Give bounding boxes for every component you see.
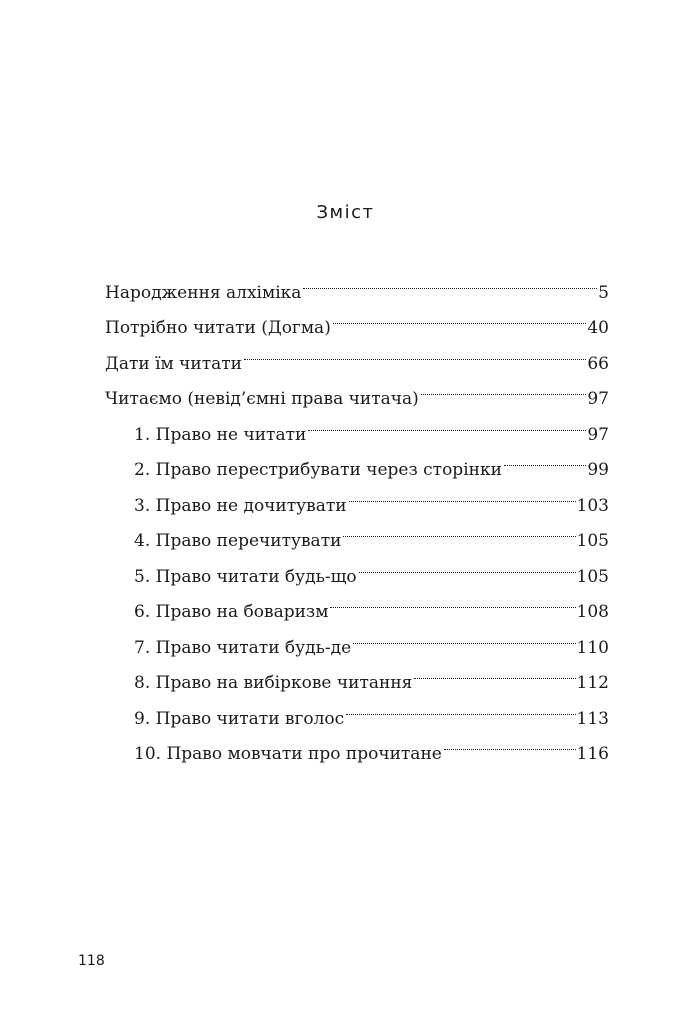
toc-entry-label: 6. Право на боваризм — [134, 602, 329, 622]
table-of-contents — [105, 262, 609, 764]
toc-entry-page: 116 — [576, 744, 609, 764]
dot-leader — [244, 333, 586, 369]
dot-leader — [349, 475, 576, 511]
toc-entry-page: 113 — [576, 708, 609, 729]
toc-entry-label: Дати їм читати — [105, 353, 243, 374]
dot-leader — [330, 582, 575, 618]
dot-leader — [343, 511, 575, 547]
toc-entry-label: 5. Право читати будь-що — [134, 566, 357, 587]
toc-entry-label: 9. Право читати вголос — [134, 708, 345, 729]
toc-entry-label: 7. Право читати будь-де — [134, 637, 352, 658]
dot-leader — [504, 440, 586, 476]
toc-entry-label: 8. Право на вибіркове читання — [134, 673, 413, 693]
toc-entry-page: 103 — [576, 495, 609, 516]
dot-leader — [421, 369, 587, 405]
dot-leader — [359, 546, 576, 582]
page-title: Зміст — [316, 202, 375, 223]
dot-leader — [333, 298, 587, 334]
toc-entry-page: 99 — [587, 460, 609, 480]
toc-entry-label: Народження алхіміка — [105, 282, 302, 303]
toc-entry-label: 2. Право перестрибувати через сторінки — [134, 460, 502, 480]
toc-entry-label: Читаємо (невід’ємні права читача) — [105, 389, 419, 409]
dot-leader — [303, 262, 597, 298]
toc-entry-page: 5 — [598, 282, 609, 303]
dot-leader — [414, 653, 575, 689]
toc-entry-label: 10. Право мовчати про прочитане — [134, 744, 442, 764]
toc-entry-page: 105 — [576, 531, 609, 551]
toc-entry-label: 4. Право перечитувати — [134, 531, 342, 551]
toc-entry-page: 108 — [576, 602, 609, 622]
dot-leader — [353, 617, 575, 653]
toc-entry-page: 40 — [587, 318, 609, 338]
toc-entry-page: 112 — [576, 673, 609, 693]
toc-entry-page: 110 — [576, 637, 609, 658]
toc-entry — [105, 262, 609, 303]
dot-leader — [308, 404, 586, 440]
toc-entry-label: Потрібно читати (Догма) — [105, 318, 331, 338]
toc-entry-label: 3. Право не дочитувати — [134, 495, 347, 516]
page-number: 118 — [78, 953, 105, 969]
toc-entry-page: 97 — [587, 424, 609, 445]
toc-entry-page: 97 — [587, 389, 609, 409]
toc-entry-page: 105 — [576, 566, 609, 587]
dot-leader — [444, 724, 576, 760]
dot-leader — [346, 688, 575, 724]
toc-entry-page: 66 — [587, 353, 609, 374]
toc-entry-label: 1. Право не читати — [134, 424, 307, 445]
